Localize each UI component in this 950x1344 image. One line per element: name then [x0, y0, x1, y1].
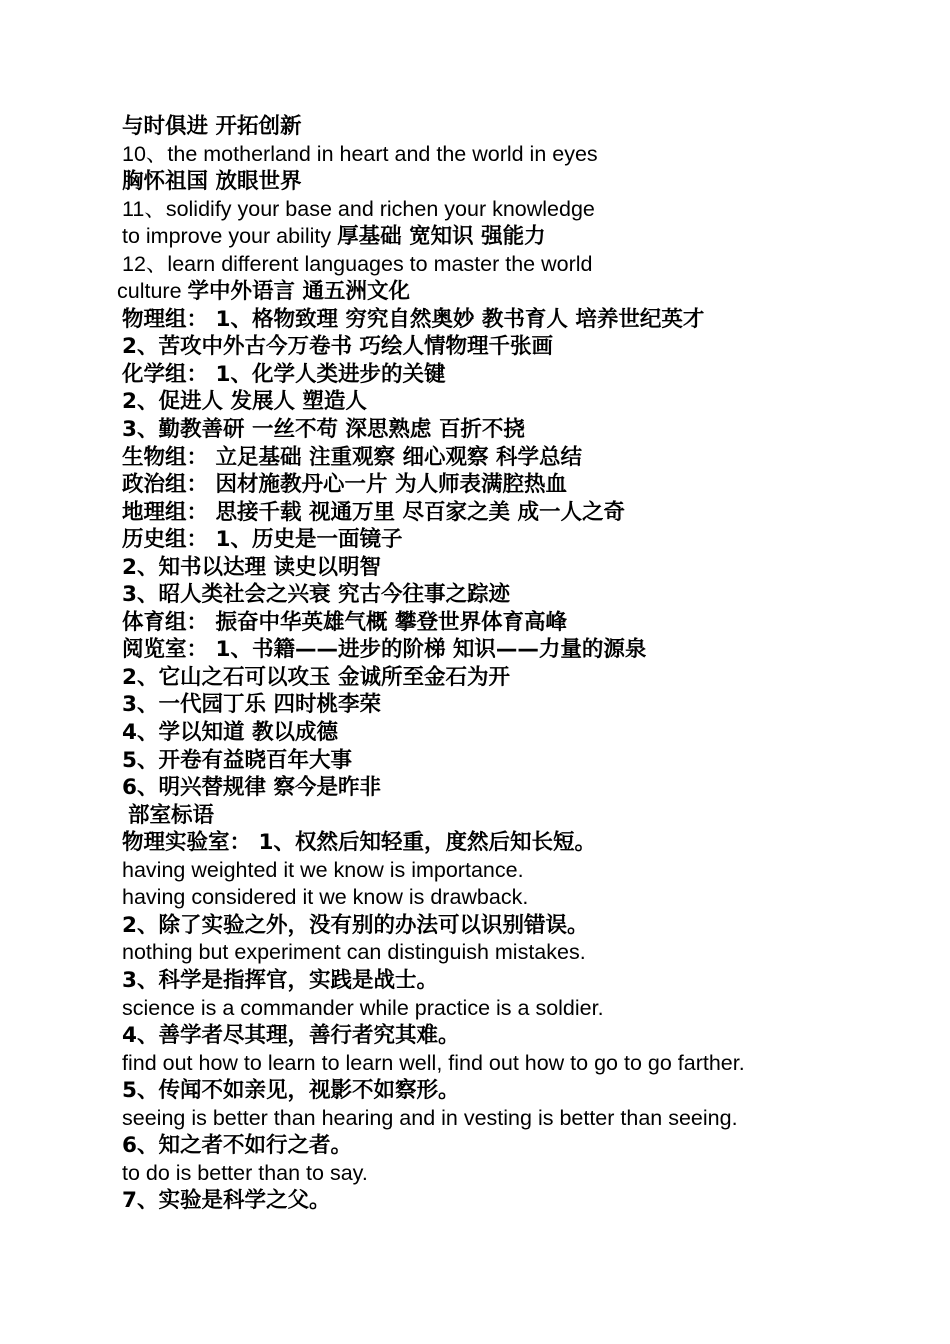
text-line [0, 168, 950, 196]
bold-text-segment: 3、一代园丁乐 四时桃李荣 [122, 692, 381, 718]
bold-text-segment: 体育组： 振奋中华英雄气概 攀登世界体育高峰 [122, 609, 567, 635]
bold-text-segment: 3、勤教善研 一丝不苟 深思熟虑 百折不挠 [122, 417, 525, 443]
text-line [0, 802, 950, 830]
text-line [0, 251, 950, 279]
text-line [0, 995, 950, 1023]
plain-text-segment: having weighted it we know is importance. [122, 857, 524, 882]
text-line [0, 333, 950, 361]
bold-text-segment: 阅览室： 1、书籍——进步的阶梯 知识——力量的源泉 [122, 637, 647, 663]
bold-text-segment: 5、开卷有益晓百年大事 [122, 747, 352, 773]
bold-text-segment: 6、明兴替规律 察今是昨非 [122, 775, 381, 801]
text-line [0, 1022, 950, 1050]
text-line [0, 1160, 950, 1188]
bold-text-segment: 4、学以知道 教以成德 [122, 720, 338, 746]
bold-text-segment: 地理组： 思接千载 视通万里 尽百家之美 成一人之奇 [122, 499, 625, 525]
text-line [0, 554, 950, 582]
bold-text-segment: 政治组： 因材施教丹心一片 为人师表满腔热血 [122, 472, 567, 498]
bold-text-segment: 部室标语 [128, 802, 215, 828]
bold-text-segment: 2、除了实验之外，没有别的办法可以识别错误。 [122, 912, 589, 938]
text-line [0, 664, 950, 692]
document-page [0, 113, 950, 1215]
bold-text-segment: 2、它山之石可以攻玉 金诚所至金石为开 [122, 664, 510, 690]
bold-text-segment: 6、知之者不如行之者。 [122, 1133, 352, 1159]
text-line [0, 388, 950, 416]
plain-text-segment: 12、learn different languages to master the world [122, 251, 593, 276]
plain-text-segment: to improve your ability [122, 224, 338, 249]
bold-text-segment: 2、苦攻中外古今万卷书 巧绘人情物理千张画 [122, 334, 553, 360]
text-line [0, 581, 950, 609]
plain-text-segment: find out how to learn to learn well, find out how to go to go farther. [122, 1050, 745, 1075]
text-line [0, 747, 950, 775]
bold-text-segment: 3、科学是指挥官，实践是战士。 [122, 967, 438, 993]
bold-text-segment: 学中外语言 通五洲文化 [187, 279, 411, 305]
bold-text-segment: 7、实验是科学之父。 [122, 1188, 331, 1214]
bold-text-segment: 4、善学者尽其理，善行者究其难。 [122, 1023, 460, 1049]
text-line [0, 609, 950, 637]
text-line [0, 499, 950, 527]
text-line [0, 967, 950, 995]
text-line [0, 223, 950, 251]
text-line [0, 196, 950, 224]
text-line [0, 719, 950, 747]
bold-text-segment: 胸怀祖国 放眼世界 [122, 169, 302, 195]
text-line [0, 636, 950, 664]
plain-text-segment: culture [117, 279, 188, 304]
text-line [0, 526, 950, 554]
plain-text-segment: having considered it we know is drawback. [122, 885, 529, 910]
text-line [0, 1187, 950, 1215]
text-line [0, 857, 950, 885]
bold-text-segment: 历史组： 1、历史是一面镜子 [122, 527, 403, 553]
bold-text-segment: 生物组： 立足基础 注重观察 细心观察 科学总结 [122, 444, 582, 470]
bold-text-segment: 2、促进人 发展人 塑造人 [122, 389, 367, 415]
bold-text-segment: 5、传闻不如亲见，视影不如察形。 [122, 1078, 460, 1104]
text-line [0, 113, 950, 141]
bold-text-segment: 物理组： 1、格物致理 穷究自然奥妙 教书育人 培养世纪英才 [122, 306, 705, 332]
plain-text-segment: nothing but experiment can distinguish mistakes. [122, 940, 586, 965]
text-line [0, 1077, 950, 1105]
text-line [0, 471, 950, 499]
text-line [0, 361, 950, 389]
bold-text-segment: 化学组： 1、化学人类进步的关键 [122, 361, 446, 387]
text-line [0, 1050, 950, 1078]
text-line [0, 306, 950, 334]
plain-text-segment: science is a commander while practice is a soldier. [122, 995, 604, 1020]
text-line [0, 884, 950, 912]
text-line [0, 1132, 950, 1160]
text-line [0, 774, 950, 802]
text-line [0, 278, 950, 306]
plain-text-segment: 10、the motherland in heart and the world in eyes [122, 141, 598, 166]
plain-text-segment: 11、solidify your base and richen your knowledge [122, 196, 595, 221]
text-line [0, 141, 950, 169]
text-line [0, 829, 950, 857]
text-line [0, 691, 950, 719]
plain-text-segment: to do is better than to say. [122, 1160, 368, 1185]
bold-text-segment: 2、知书以达理 读史以明智 [122, 554, 381, 580]
text-line [0, 416, 950, 444]
bold-text-segment: 物理实验室： 1、权然后知轻重，度然后知长短。 [122, 830, 596, 856]
bold-text-segment: 3、昭人类社会之兴衰 究古今往事之踪迹 [122, 582, 510, 608]
bold-text-segment: 厚基础 宽知识 强能力 [337, 224, 546, 250]
bold-text-segment: 与时俱进 开拓创新 [122, 114, 302, 139]
text-line [0, 444, 950, 472]
plain-text-segment: seeing is better than hearing and in vesting is better than seeing. [122, 1105, 738, 1130]
text-line [0, 939, 950, 967]
text-line [0, 1105, 950, 1133]
text-line [0, 912, 950, 940]
